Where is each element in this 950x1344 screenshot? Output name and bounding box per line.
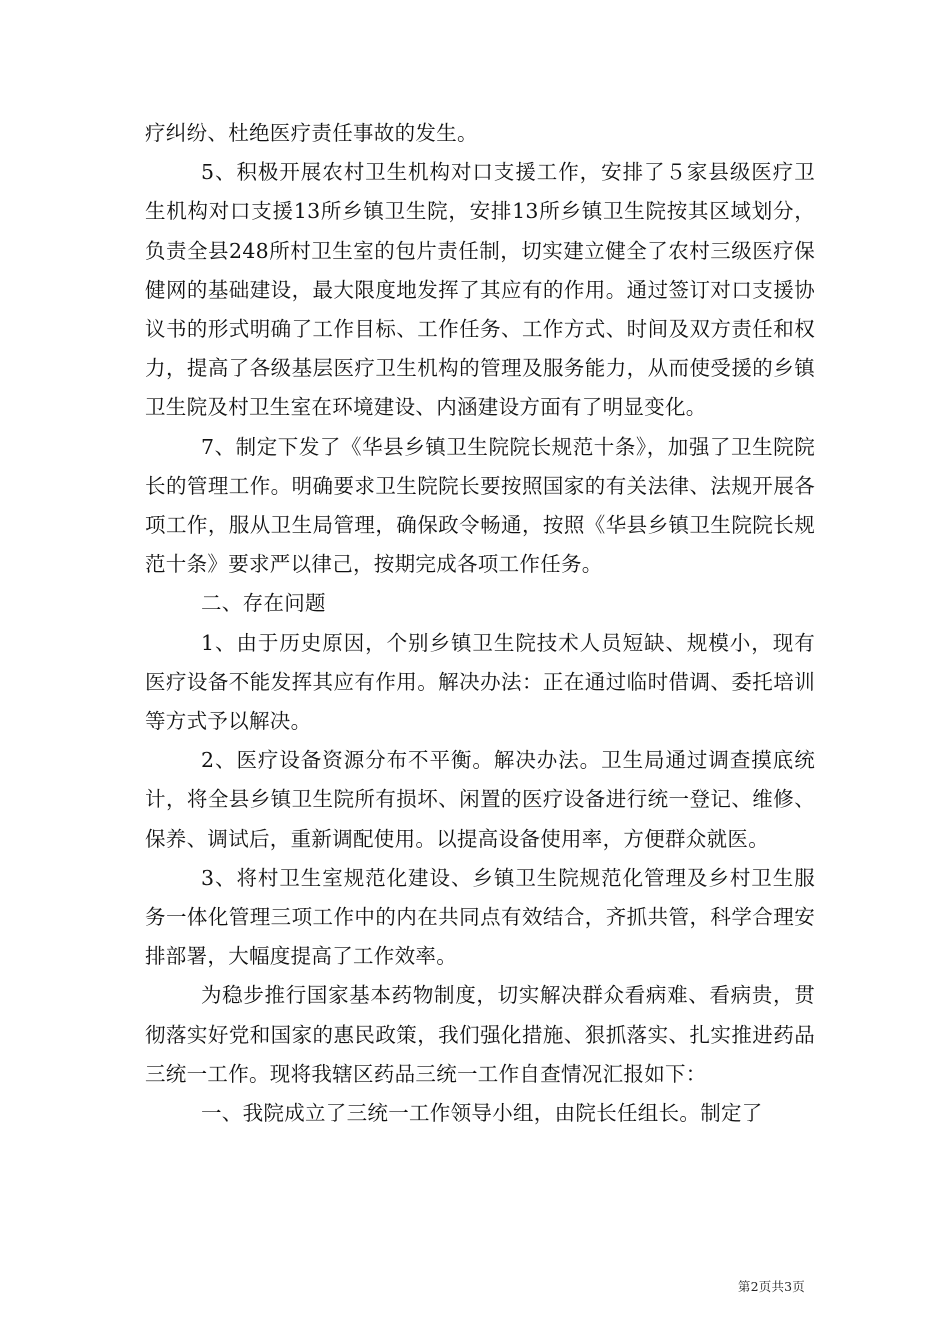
document-body xyxy=(145,114,815,1133)
section-heading-problems: 二、存在问题 xyxy=(201,591,326,616)
paragraph-problem-3: 3、将村卫生室规范化建设、乡镇卫生院规范化管理及乡村卫生服务一体化管理三项工作中的内在共同点有效结合，齐抓共管，科学合理安排部署，大幅度提高了工作效率。 xyxy=(145,865,815,969)
paragraph-problem-2: 2、医疗设备资源分布不平衡。解决办法。卫生局通过调查摸底统计，将全县乡镇卫生院所有损坏、闲置的医疗设备进行统一登记、维修、保养、调试后，重新调配使用。以提高设备使用率，方便群众就医。 xyxy=(145,748,815,851)
paragraph-section-one: 一、我院成立了三统一工作领导小组，由院长任组长。制定了 xyxy=(201,1101,763,1126)
paragraph-item-5: 5、积极开展农村卫生机构对口支援工作，安排了５家县级医疗卫生机构对口支援13所乡镇卫生院，安排13所乡镇卫生院按其区域划分，负责全县248所村卫生室的包片责任制，切实建立健全了农村三级医疗保健网的基础建设，最大限度地发挥了其应有的作用。通过签订对口支援协议书的形式明确了工作目标、工作任务、工作方式、时间及双方责任和权力，提高了各级基层医疗卫生机构的管理及服务能力，从而使受援的乡镇卫生院及村卫生室在环境建设、内涵建设方面有了明显变化。 xyxy=(145,160,815,420)
paragraph-continuation: 疗纠纷、杜绝医疗责任事故的发生。 xyxy=(145,121,478,145)
paragraph-drug-report-intro: 为稳步推行国家基本药物制度，切实解决群众看病难、看病贵，贯彻落实好党和国家的惠民政策，我们强化措施、狠抓落实、扎实推进药品三统一工作。现将我辖区药品三统一工作自查情况汇报如下： xyxy=(145,983,815,1086)
paragraph-problem-1: 1、由于历史原因，个别乡镇卫生院技术人员短缺、规模小，现有医疗设备不能发挥其应有作用。解决办法：正在通过临时借调、委托培训等方式予以解决。 xyxy=(145,630,815,734)
page-number: 第2页共3页 xyxy=(737,1279,805,1294)
paragraph-item-7: 7、制定下发了《华县乡镇卫生院院长规范十条》，加强了卫生院院长的管理工作。明确要求卫生院院长要按照国家的有关法律、法规开展各项工作，服从卫生局管理，确保政令畅通，按照《华县乡镇卫生院院长规范十条》要求严以律己，按期完成各项工作任务。 xyxy=(145,434,815,577)
